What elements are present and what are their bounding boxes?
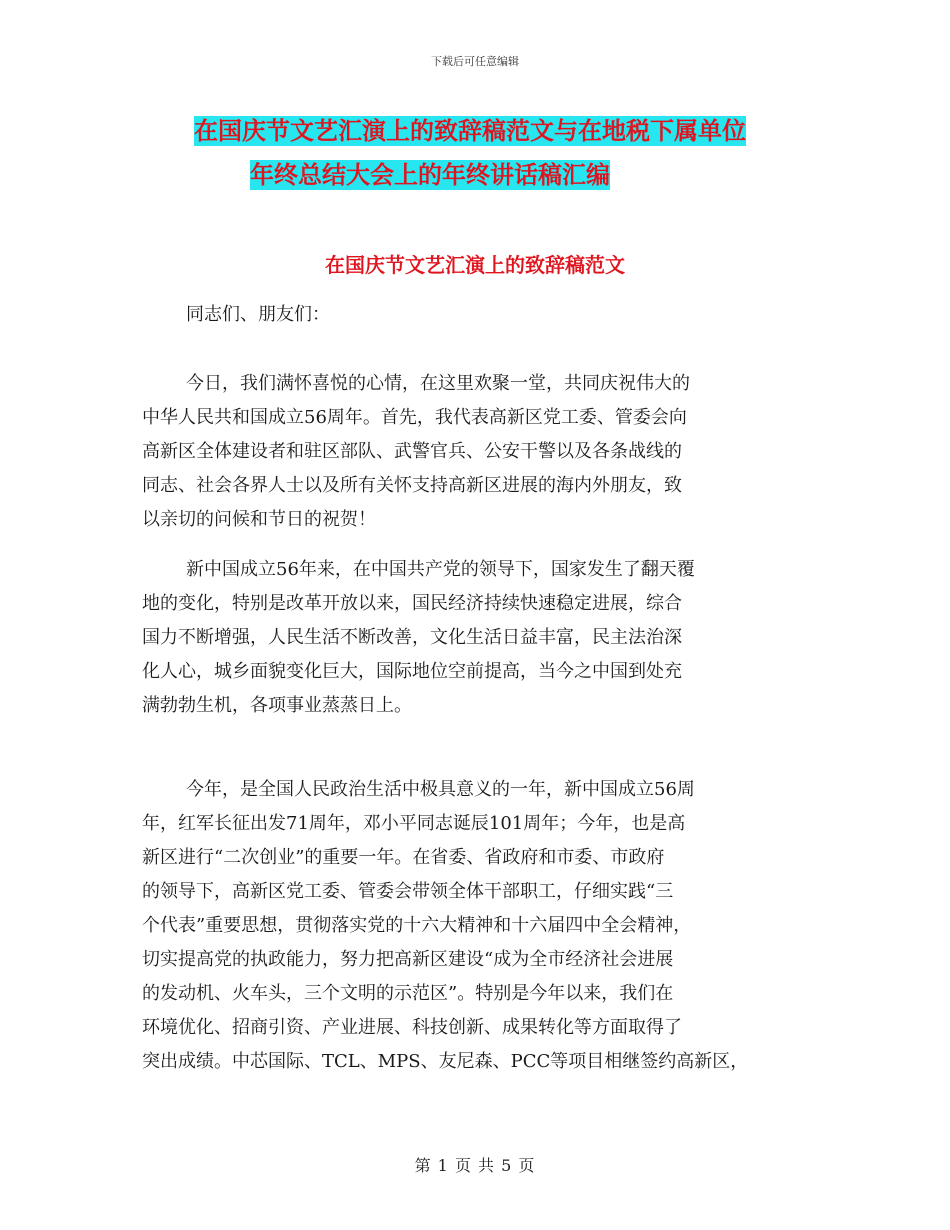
paragraph-line: 的发动机、火车头，三个文明的示范区”。特别是今年以来，我们在	[142, 983, 674, 1004]
paragraph-line: 高新区全体建设者和驻区部队、武警官兵、公安干警以及各条战线的	[142, 441, 682, 462]
header-note: 下载后可任意编辑	[431, 55, 519, 68]
paragraph-3	[142, 773, 822, 1079]
salutation: 同志们、朋友们：	[186, 304, 330, 325]
paragraph-line: 以亲切的问候和节日的祝贺！	[142, 509, 376, 530]
paragraph-line: 年，红军长征出发71周年，邓小平同志诞辰101周年；今年，也是高	[142, 813, 686, 834]
paragraph-line: 中华人民共和国成立56周年。首先，我代表高新区党工委、管委会向	[142, 407, 687, 428]
paragraph-line: 化人心，城乡面貌变化巨大，国际地位空前提高，当今之中国到处充	[142, 661, 682, 682]
section-title: 在国庆节文艺汇演上的致辞稿范文	[325, 253, 625, 277]
page-footer: 第 1 页 共 5 页	[414, 1156, 536, 1175]
paragraph-line: 满勃勃生机，各项事业蒸蒸日上。	[142, 695, 412, 716]
paragraph-line: 突出成绩。中芯国际、TCL、MPS、友尼森、PCC等项目相继签约高新区，	[142, 1051, 749, 1072]
paragraph-line: 新区进行“二次创业”的重要一年。在省委、省政府和市委、市政府	[142, 847, 665, 868]
main-title-line-1-text: 在国庆节文艺汇演上的致辞稿范文与在地税下属单位	[194, 117, 746, 145]
paragraph-line: 国力不断增强，人民生活不断改善，文化生活日益丰富，民主法治深	[142, 627, 682, 648]
paragraph-line: 切实提高党的执政能力，努力把高新区建设“成为全市经济社会进展	[142, 949, 674, 970]
paragraph-line: 今日，我们满怀喜悦的心情，在这里欢聚一堂，共同庆祝伟大的	[186, 373, 690, 394]
paragraph-2	[142, 553, 822, 723]
paragraph-line: 今年，是全国人民政治生活中极具意义的一年，新中国成立56周	[186, 779, 695, 800]
paragraph-line: 同志、社会各界人士以及所有关怀支持高新区进展的海内外朋友，致	[142, 475, 682, 496]
paragraph-line: 的领导下，高新区党工委、管委会带领全体干部职工，仔细实践“三	[142, 881, 674, 902]
paragraph-1	[142, 367, 822, 537]
paragraph-line: 新中国成立56年来，在中国共产党的领导下，国家发生了翻天覆	[186, 559, 695, 580]
paragraph-line: 个代表”重要思想，贯彻落实党的十六大精神和十六届四中全会精神，	[142, 915, 692, 936]
paragraph-line: 地的变化，特别是改革开放以来，国民经济持续快速稳定进展，综合	[142, 593, 682, 614]
paragraph-line: 环境优化、招商引资、产业进展、科技创新、成果转化等方面取得了	[142, 1017, 682, 1038]
main-title-line-2-text: 年终总结大会上的年终讲话稿汇编	[250, 161, 610, 189]
